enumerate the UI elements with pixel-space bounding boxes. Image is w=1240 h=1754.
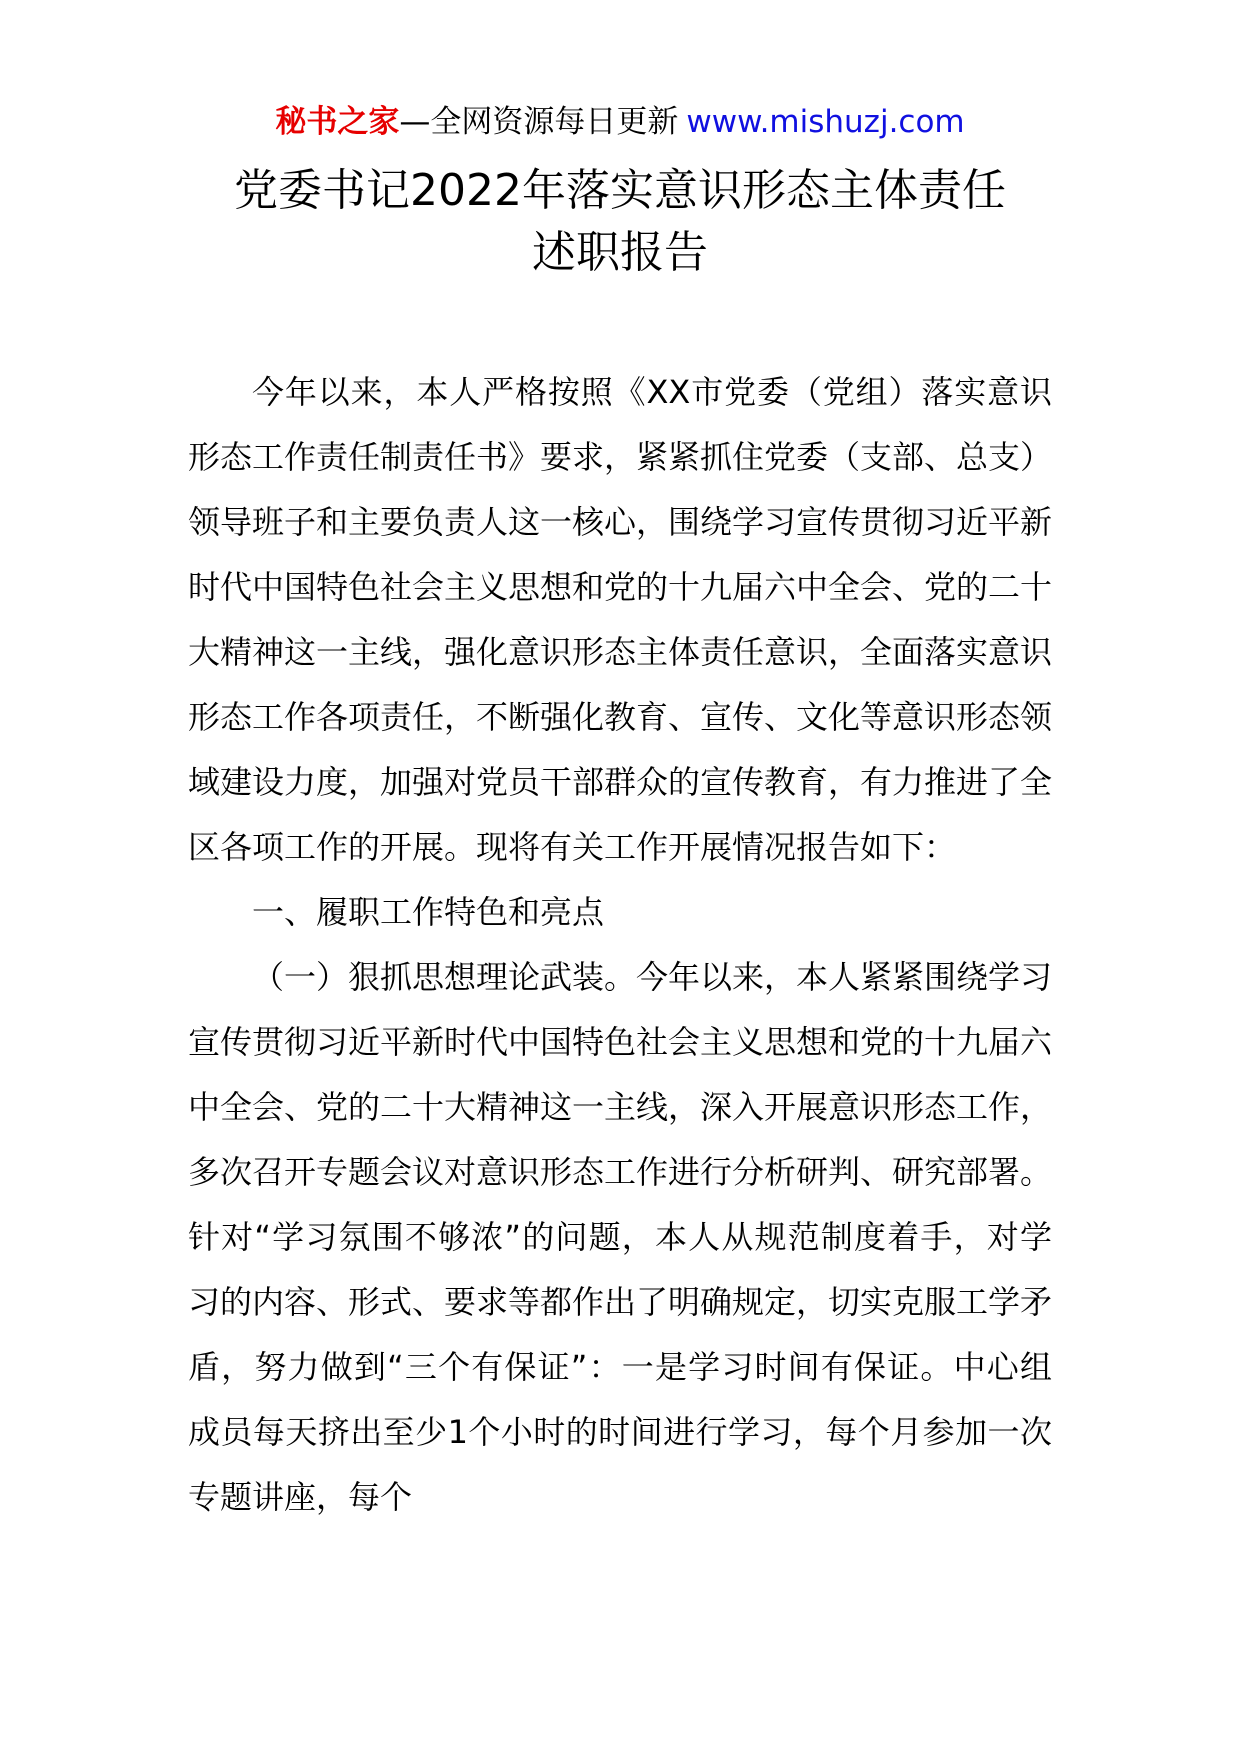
watermark-header: [0, 100, 1240, 144]
header-tagline: —全网资源每日更新: [399, 104, 679, 140]
brand-name: 秘书之家: [275, 104, 400, 140]
document-body: [188, 360, 1052, 1530]
document-title: [0, 160, 1240, 284]
body-paragraph: （一）狠抓思想理论武装。今年以来，本人紧紧围绕学习宣传贯彻习近平新时代中国特色社会主义思想和党的十九届六中全会、党的二十大精神这一主线，深入开展意识形态工作，多次召开专题会议对意识形态工作进行分析研判、研究部署。针对“学习氛围不够浓”的问题，本人从规范制度着手，对学习的内容、形式、要求等都作出了明确规定，切实克服工学矛盾，努力做到“三个有保证”：一是学习时间有保证。中心组成员每天挤出至少1个小时的时间进行学习，每个月参加一次专题讲座，每个: [188, 958, 1053, 1516]
intro-paragraph: 今年以来，本人严格按照《XX市党委（党组）落实意识形态工作责任制责任书》要求，紧紧抓住党委（支部、总支）领导班子和主要负责人这一核心，围绕学习宣传贯彻习近平新时代中国特色社会主义思想和党的十九届六中全会、党的二十大精神这一主线，强化意识形态主体责任意识，全面落实意识形态工作各项责任，不断强化教育、宣传、文化等意识形态领域建设力度，加强对党员干部群众的宣传教育，有力推进了全区各项工作的开展。现将有关工作开展情况报告如下：: [188, 373, 1053, 866]
section-heading: 一、履职工作特色和亮点: [252, 893, 605, 931]
title-line-1: 党委书记2022年落实意识形态主体责任: [234, 165, 1006, 216]
title-line-2: 述职报告: [532, 227, 708, 278]
site-url-link[interactable]: www.mishuzj.com: [686, 104, 965, 140]
